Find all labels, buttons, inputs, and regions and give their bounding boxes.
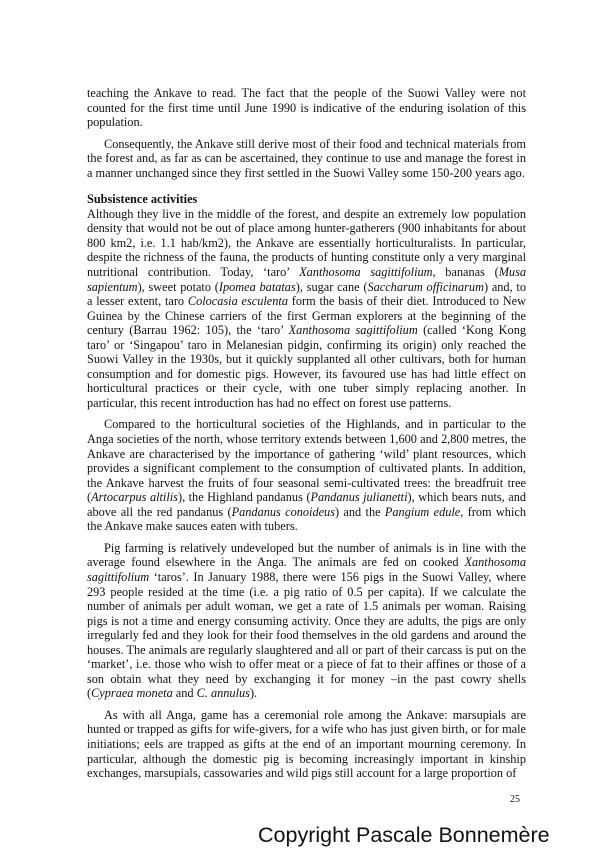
text-run: Although they live in the middle of the forest, and despite an extremely low population density that would not be out of place among hunter-gatherers (900 inhabitants for about 800 km2, i.e. 1.1 hab/km2), the Ankave are essentially horticulturalists. In particular, despite the richness of the fauna, the products of hunting constitute only a very marginal nutritional contribution. Today, ‘taro’ <box>87 206 526 280</box>
italic-term: Colocasia esculenta <box>187 294 288 309</box>
paragraph <box>87 417 526 533</box>
copyright-watermark: Copyright Pascale Bonnemère <box>258 823 550 847</box>
text-run: , bananas ( <box>432 265 499 280</box>
paragraph <box>87 137 526 181</box>
text-run: , from which the Ankave make sauces eaten with tubers. <box>87 504 526 534</box>
text-run: (called ‘Kong Kong taro’ or ‘Singapou’ taro in Melanesian pidgin, confirming its origin) only reached the Suowi Valley in the 1930s, but it quickly supplanted all other cultivars, both for human consumption and for domestic pigs. However, its favoured use has had little effect on horticultural practices or their cycle, with one tuber simply replacing another. In particular, this recent introduction has had no effect on forest use patterns. <box>87 323 526 410</box>
text-run: ), sweet potato ( <box>137 279 219 294</box>
text-run: Compared to the horticultural societies of the Highlands, and in particular to the Anga societies of the north, whose territory extends between 1,600 and 2,800 metres, the Ankave are characterised by the importance of gathering ‘wild’ plant resources, which provides a significant complement to the consumption of cultivated plants. In addition, the Ankave harvest the fruits of four seasonal semi-cultivated trees: the breadfruit tree ( <box>87 417 526 505</box>
text-run: Consequently, the Ankave still derive most of their food and technical materials from the forest and, as far as can be ascertained, they continue to use and manage the forest in a manner unchanged since they first settled in the Suowi Valley some 150-200 years ago. <box>87 136 526 180</box>
text-run: ), sugar cane ( <box>295 279 368 294</box>
text-run: ), the Highland pandanus ( <box>177 490 311 505</box>
text-run: form the basis of their diet. Introduced to New Guinea by the Chinese carriers of the first German explorers at the beginning of the century (Barrau 1962: 105), the ‘taro’ <box>87 294 526 338</box>
italic-term: Cypraea moneta <box>91 686 173 701</box>
paragraph <box>87 708 526 781</box>
italic-term: C. annulus <box>196 686 250 701</box>
section-heading: Subsistence activities <box>87 192 198 207</box>
italic-term: Musa sapientum <box>87 265 527 294</box>
text-run: Pig farming is relatively undeveloped but the number of animals is in line with the average found elsewhere in the Anga. The animals are fed on cooked <box>87 540 526 570</box>
text-run: and <box>172 686 197 701</box>
italic-term: Xanthosoma sagittifolium <box>299 265 433 280</box>
italic-term: Xanthosoma sagittifolium <box>87 555 526 584</box>
page-number: 25 <box>510 794 520 805</box>
italic-term: Pandanus conoideus <box>231 504 335 519</box>
paragraph <box>87 86 526 130</box>
text-run: ). <box>249 686 258 701</box>
italic-term: Artocarpus altilis <box>91 490 178 505</box>
italic-term: Saccharum officinarum <box>367 279 484 294</box>
text-run: As with all Anga, game has a ceremonial role among the Ankave: marsupials are hunted or trapped as gifts for wife-givers, for a wife who has just given birth, or for male initiations; eels are trapped as gifts at the end of an important mourning ceremony. In particular, although the domestic pig is becoming increasingly important in kinship exchanges, marsupials, cassowaries and wild pigs still account for a large proportion of <box>87 707 526 781</box>
paragraph <box>87 207 526 411</box>
italic-term: Pandanus julianetti <box>310 490 408 505</box>
text-run: ‘taros’. In January 1988, there were 156 pigs in the Suowi Valley, where 293 people resided at the time (i.e. a pig ratio of 0.5 per capita). If we calculate the number of animals per adult woman, we get a rate of 1.5 animals per woman. Raising pigs is not a time and energy consuming activity. Once they are adults, the pigs are only irregularly fed and they look for their food themselves in the old gardens and around the houses. The animals are regularly slaughtered and all or part of their carcass is put on the ‘market’, i.e. those who wish to offer meat or a piece of fat to their affines or those of a son obtain what they need by exchanging it for money –in the past cowry shells ( <box>87 569 526 701</box>
document-page <box>87 86 526 788</box>
italic-term: Ipomea batatas <box>218 279 296 294</box>
italic-term: Pangium edule <box>384 504 461 519</box>
text-run: ) and, to a lesser extent, taro <box>87 279 526 309</box>
text-run: teaching the Ankave to read. The fact that the people of the Suowi Valley were not counted for the first time until June 1990 is indicative of the enduring isolation of this population. <box>87 86 526 130</box>
italic-term: Xanthosoma sagittifolium <box>288 323 418 338</box>
text-run: ), which bears nuts, and above all the red pandanus ( <box>87 490 526 519</box>
paragraph <box>87 541 526 701</box>
text-run: ) and the <box>335 504 385 519</box>
